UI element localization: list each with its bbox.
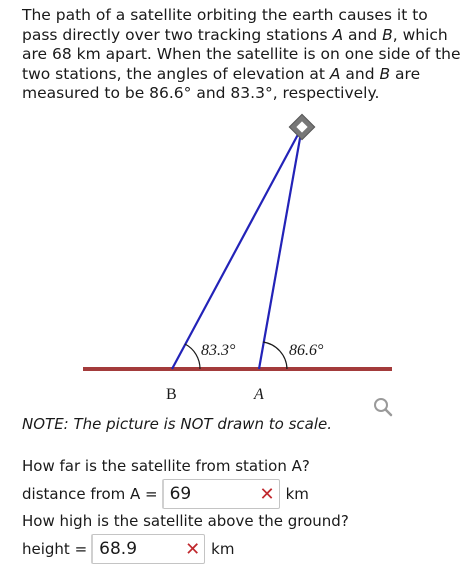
sight-line-b <box>172 127 302 369</box>
station-a-ref: A <box>332 25 344 44</box>
distance-label: distance from A = <box>22 485 158 503</box>
angle-label-a: 86.6° <box>289 342 324 359</box>
scale-note: NOTE: The picture is NOT drawn to scale. <box>22 415 333 433</box>
satellite-icon <box>289 114 314 139</box>
wrong-icon: ✕ <box>185 538 201 560</box>
station-b-ref: B <box>382 25 393 44</box>
question-1: How far is the satellite from station A? <box>22 457 310 475</box>
angle-arc-a <box>263 342 287 369</box>
sight-line-a <box>259 127 302 369</box>
problem-text: and <box>340 64 380 83</box>
answer-row-distance <box>22 479 309 509</box>
height-answer-box <box>91 534 205 564</box>
answer-row-height <box>22 534 234 564</box>
station-a-ref: A <box>329 64 341 83</box>
problem-text: are measured to be 86.6° and 83.3°, respectively. <box>22 64 421 103</box>
problem-statement <box>22 6 462 104</box>
problem-text: , which are 68 km apart. When the satellite is on one side of the two stations, the angles of elevation at <box>22 25 461 83</box>
wrong-icon: ✕ <box>259 483 275 505</box>
station-b-ref: B <box>379 64 391 83</box>
height-input[interactable] <box>99 539 179 559</box>
height-unit: km <box>211 540 235 558</box>
height-label: height = <box>22 540 88 558</box>
distance-input[interactable] <box>170 484 250 504</box>
angle-label-b: 83.3° <box>201 342 236 359</box>
magnifier-icon[interactable] <box>372 396 394 418</box>
angle-arc-b <box>185 344 200 369</box>
problem-text: The path of a satellite orbiting the earth causes it to pass directly over two tracking stations <box>22 6 428 44</box>
station-a-label: A <box>254 386 264 403</box>
distance-answer-box <box>162 479 280 509</box>
station-b-label: B <box>166 386 177 403</box>
satellite-figure <box>0 110 474 405</box>
distance-unit: km <box>285 485 309 503</box>
problem-text: and <box>343 25 383 44</box>
question-2: How high is the satellite above the ground? <box>22 512 349 530</box>
